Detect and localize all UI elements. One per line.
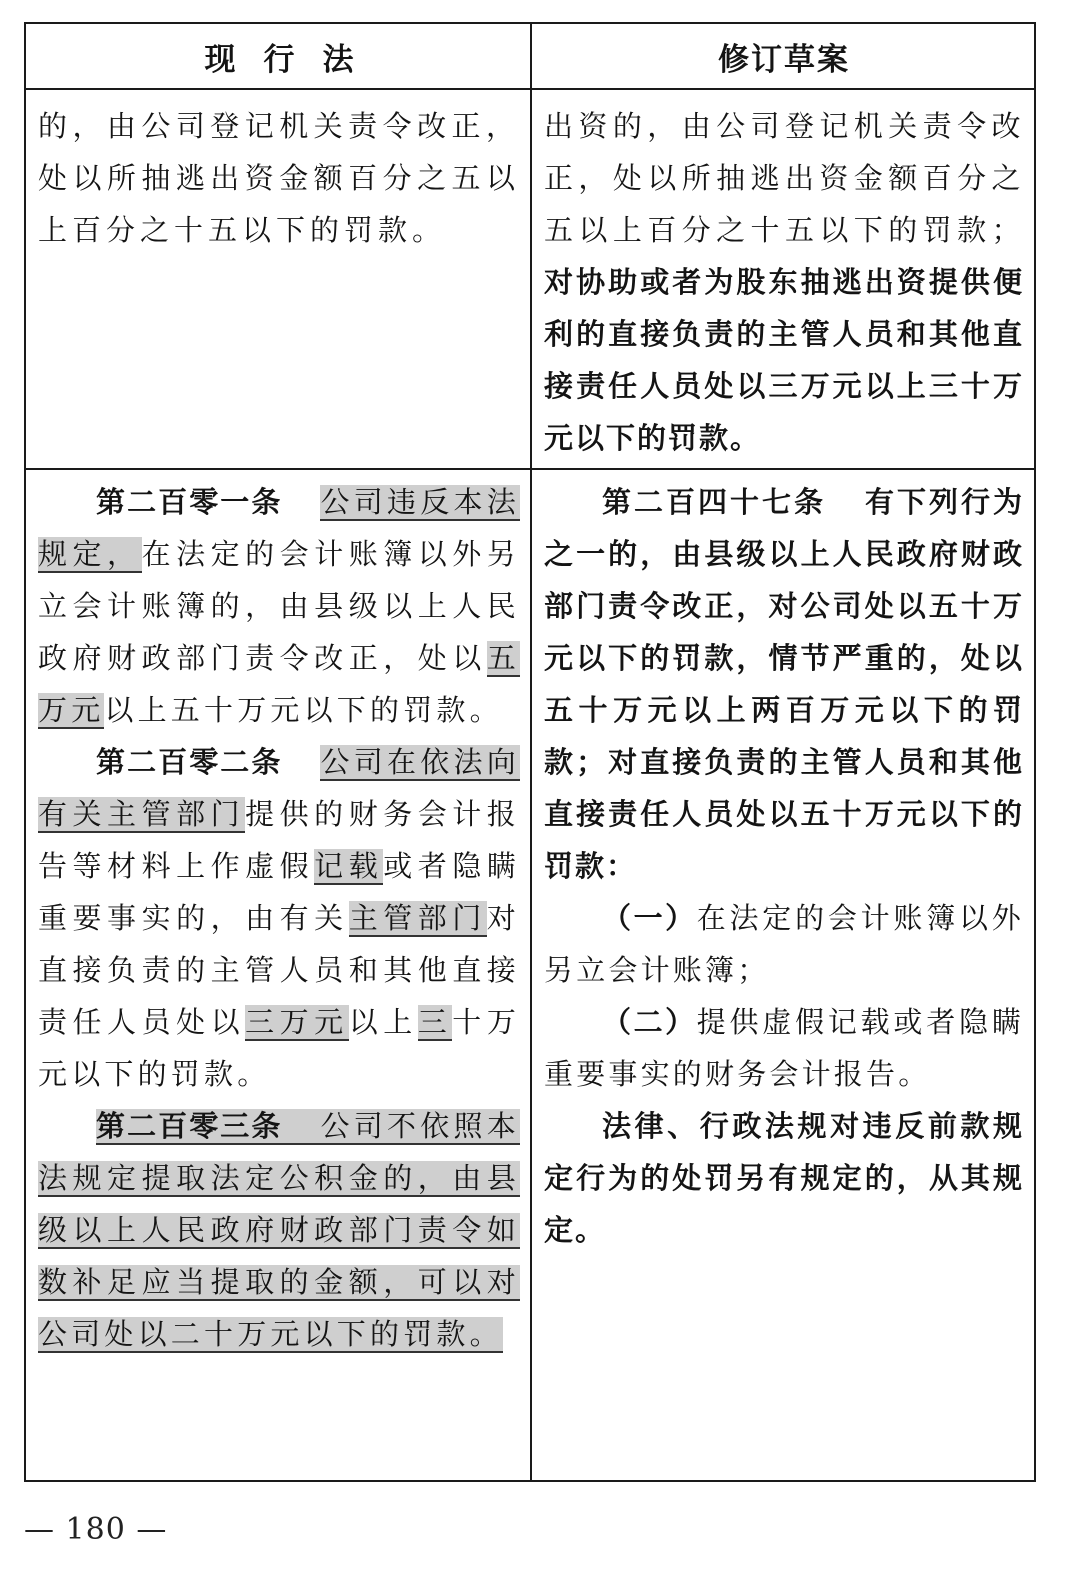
article-201-title: 第二百零一条: [96, 485, 283, 519]
article-202-text-2: 或者隐瞒重要事实的，由有关: [38, 849, 520, 935]
row1-current-law: [38, 100, 520, 256]
row1-revised-draft: [544, 100, 1024, 464]
row1-right-added-text: 对协助或者为股东抽逃出资提供便利的直接负责的主管人员和其他直接责任人员处以三万元以上三十万元以下的罚款。: [544, 265, 1024, 455]
row2-current-law: [38, 476, 520, 1360]
article-202-highlight-3: 主管部门: [348, 901, 487, 935]
article-201-highlight-1: 公司违反本法规定，: [38, 485, 520, 571]
row1-left-text: 的，由公司登记机关责令改正，处以所抽逃出资金额百分之五以上百分之十五以下的罚款。: [38, 109, 520, 247]
item-1-text: 在法定的会计账簿以外另立会计账簿；: [544, 901, 1024, 987]
article-247-paragraph-3: 法律、行政法规对违反前款规定行为的处罚另有规定的，从其规定。: [544, 1109, 1024, 1247]
article-202-text-1: 提供的财务会计报告等材料上作虚假: [38, 797, 520, 883]
article-202-title: 第二百零二条: [96, 745, 283, 779]
article-247-item-1: [544, 892, 1024, 996]
article-202-text-3: 对直接负责的主管人员和其他直接责任人员处以: [38, 901, 520, 1039]
item-2-label: （二）: [602, 1005, 697, 1039]
article-202-highlight-4: 三万元: [245, 1005, 349, 1039]
article-247-text: 有下列行为之一的，由县级以上人民政府财政部门责令改正，对公司处以五十万元以下的罚款，情节严重的，处以五十万元以上两百万元以下的罚款；对直接负责的主管人员和其他直接责任人员处以五十万元以下的罚款：: [544, 485, 1024, 883]
article-201: [38, 476, 520, 736]
row-divider: [26, 468, 1034, 470]
page-number: — 180 —: [24, 1512, 168, 1547]
article-201-highlight-2: 五万元: [38, 641, 520, 727]
article-202-highlight-5: 三: [417, 1005, 453, 1039]
article-203-highlight: 公司不依照本法规定提取法定公积金的，由县级以上人民政府财政部门责令如数补足应当提取的金额，可以对公司处以二十万元以下的罚款。: [38, 1109, 520, 1351]
header-revised-draft: 修订草案: [532, 24, 1036, 90]
article-202-highlight-2: 记载: [314, 849, 384, 883]
row2-revised-draft: [544, 476, 1024, 1256]
article-201-text-2: 以上五十万元以下的罚款。: [104, 693, 503, 727]
row1-right-text: 出资的，由公司登记机关责令改正，处以所抽逃出资金额百分之五以上百分之十五以下的罚款；: [544, 109, 1024, 247]
header-current-law: 现行法: [26, 24, 532, 90]
article-247-title: 第二百四十七条: [602, 485, 826, 519]
item-2-text: 提供虚假记载或者隐瞒重要事实的财务会计报告。: [544, 1005, 1024, 1091]
article-202: [38, 736, 520, 1100]
article-247-item-2: [544, 996, 1024, 1100]
article-202-text-4: 以上: [348, 1005, 418, 1039]
comparison-table: [24, 22, 1036, 1482]
row1-right-paragraph: [544, 100, 1024, 464]
column-divider: [530, 24, 532, 1480]
article-202-highlight-1: 公司在依法向有关主管部门: [38, 745, 520, 831]
article-203: [38, 1100, 520, 1360]
article-202-text-5: 十万元以下的罚款。: [38, 1005, 521, 1091]
article-203-title: 第二百零三条: [96, 1109, 283, 1143]
article-201-text-1: 在法定的会计账簿以外另立会计账簿的，由县级以上人民政府财政部门责令改正，处以: [38, 537, 520, 675]
item-1-label: （一）: [602, 901, 697, 935]
article-247: [544, 476, 1024, 892]
